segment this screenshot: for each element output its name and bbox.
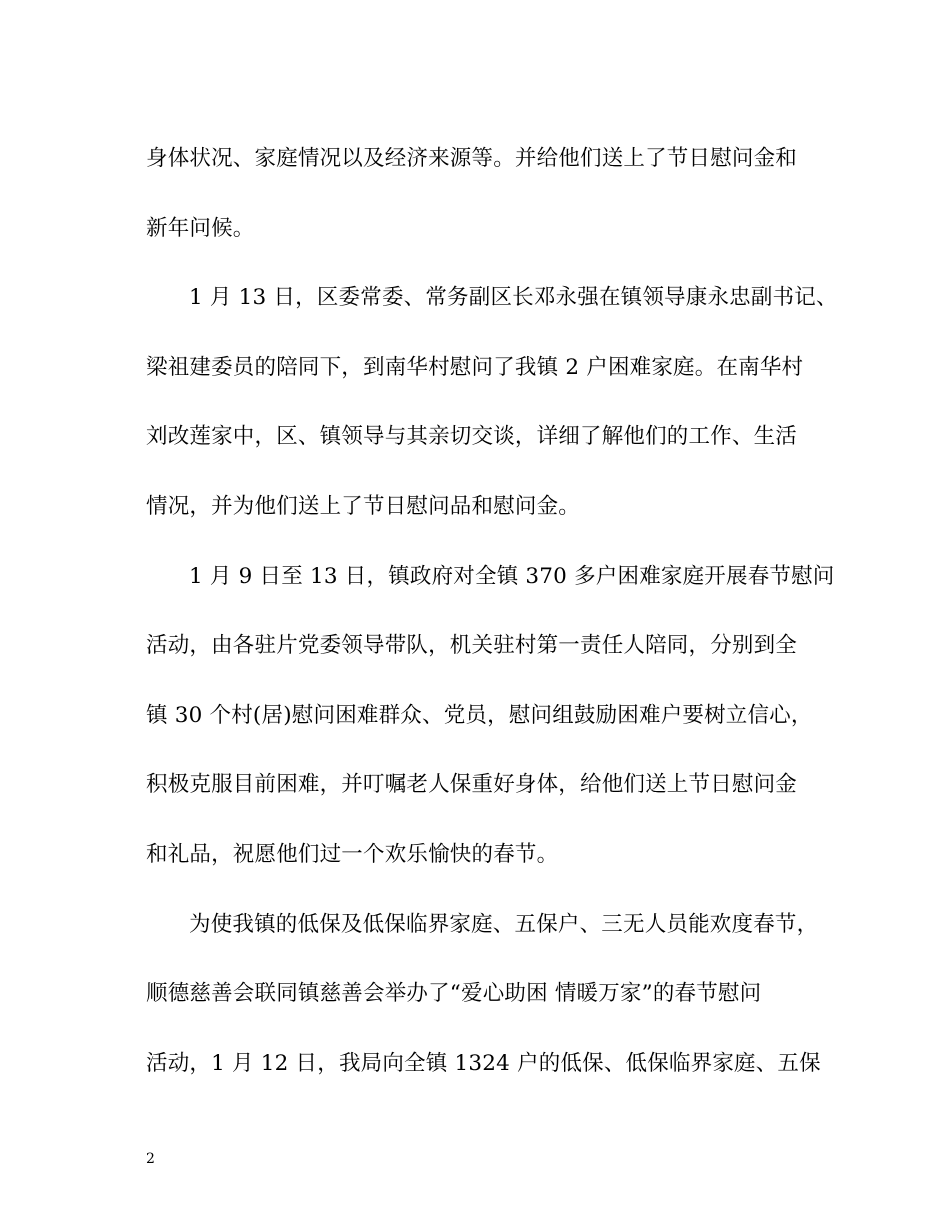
text-line: 新年问候。 bbox=[146, 215, 255, 241]
text-line: 刘改莲家中，区、镇领导与其亲切交谈，详细了解他们的工作、生活 bbox=[146, 424, 798, 450]
text-line: 镇 30 个村(居)慰问困难群众、党员，慰问组鼓励困难户要树立信心， bbox=[146, 702, 813, 728]
text-line: 顺德慈善会联同镇慈善会举办了“爱心助困 情暖万家”的春节慰问 bbox=[146, 981, 762, 1007]
text-line: 和礼品，祝愿他们过一个欢乐愉快的春节。 bbox=[146, 841, 559, 867]
text-line: 情况，并为他们送上了节日慰问品和慰问金。 bbox=[146, 493, 581, 519]
paragraph-start-line: 1 月 13 日，区委常委、常务副区长邓永强在镇领导康永忠副书记、 bbox=[189, 285, 838, 311]
paragraph-start-line: 为使我镇的低保及低保临界家庭、五保户、三无人员能欢度春节， bbox=[189, 911, 819, 937]
paragraph-start-line: 1 月 9 日至 13 日，镇政府对全镇 370 多户困难家庭开展春节慰问 bbox=[189, 563, 835, 589]
text-line: 积极克服目前困难，并叮嘱老人保重好身体，给他们送上节日慰问金 bbox=[146, 772, 798, 798]
text-line: 活动，1 月 12 日，我局向全镇 1324 户的低保、低保临界家庭、五保 bbox=[146, 1050, 821, 1076]
document-body bbox=[146, 137, 838, 1111]
text-line: 活动，由各驻片党委领导带队，机关驻村第一责任人陪同，分别到全 bbox=[146, 633, 798, 659]
text-line: 梁祖建委员的陪同下，到南华村慰问了我镇 2 户困难家庭。在南华村 bbox=[146, 354, 804, 380]
text-line: 身体状况、家庭情况以及经济来源等。并给他们送上了节日慰问金和 bbox=[146, 146, 798, 171]
page-number: 2 bbox=[146, 1151, 155, 1167]
